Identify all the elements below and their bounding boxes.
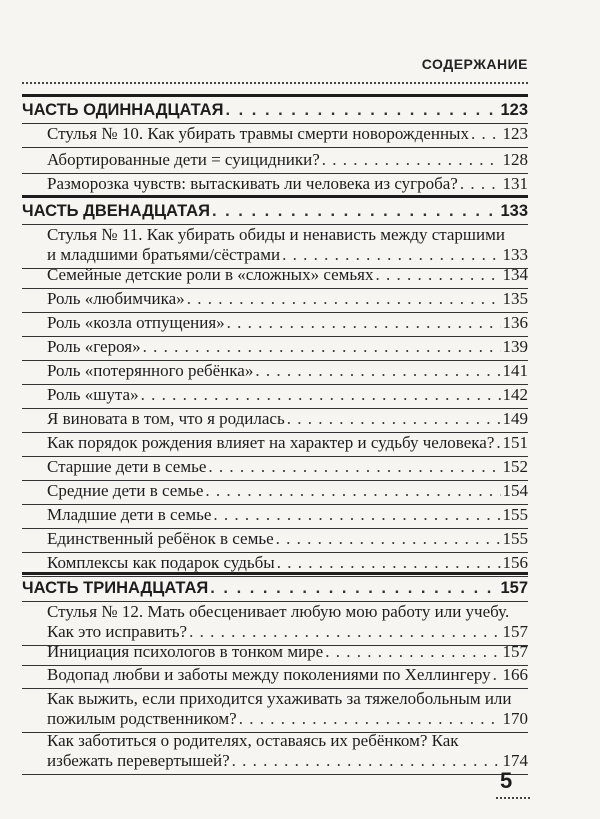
toc-page-number: 131 xyxy=(502,174,528,193)
toc-page-number: 166 xyxy=(502,665,528,684)
toc-page-number: 136 xyxy=(502,313,528,332)
toc-leader-dots xyxy=(493,664,501,686)
toc-page-number: 174 xyxy=(502,751,528,770)
toc-leader-dots xyxy=(322,149,501,171)
toc-entry-title: Роль «героя» xyxy=(47,337,141,356)
toc-line xyxy=(47,480,528,502)
toc-leader-dots xyxy=(232,750,501,772)
toc-line xyxy=(47,641,528,663)
toc-line xyxy=(47,552,528,574)
toc-entry-title: Семейные детские роли в «сложных» семьях xyxy=(47,265,374,284)
toc-entry-title: Разморозка чувств: вытаскивать ли человека из сугроба? xyxy=(47,174,458,193)
page-number-dots xyxy=(496,797,530,799)
toc-page-number: 141 xyxy=(502,361,528,380)
toc-page-number: 157 xyxy=(500,579,528,597)
toc-page-number: 151 xyxy=(502,433,528,452)
toc-page-number: 157 xyxy=(502,622,528,641)
toc-entry-title: Комплексы как подарок судьбы xyxy=(47,553,275,572)
toc-leader-dots xyxy=(375,264,500,286)
toc-line xyxy=(47,244,528,266)
entry-rule xyxy=(22,774,528,775)
toc-entry-title-line: Стулья № 12. Мать обесценивает любую мою работу или учебу. xyxy=(47,602,510,621)
running-head: СОДЕРЖАНИЕ xyxy=(421,56,528,72)
toc-leader-dots xyxy=(225,99,498,121)
toc-entry-title: Водопад любви и заботы между поколениями по Хеллингеру xyxy=(47,665,491,684)
toc-line xyxy=(47,456,528,478)
toc-line xyxy=(47,360,528,382)
toc-entry-title: Инициация психологов в тонком мире xyxy=(47,642,324,661)
entry-rule xyxy=(22,147,528,148)
toc-leader-dots xyxy=(187,288,501,310)
toc-leader-dots xyxy=(255,360,500,382)
toc-line xyxy=(47,336,528,358)
toc-entry-title: Роль «потерянного ребёнка» xyxy=(47,361,254,380)
toc-line xyxy=(22,200,528,222)
part-rule xyxy=(22,572,528,575)
toc-leader-dots xyxy=(143,336,501,358)
toc-line xyxy=(47,621,528,643)
toc-leader-dots xyxy=(141,384,501,406)
toc-page-number: 134 xyxy=(502,265,528,284)
toc-entry-title: Единственный ребёнок в семье xyxy=(47,529,274,548)
toc-entry-title: Абортированные дети = суицидники? xyxy=(47,150,320,169)
toc-leader-dots xyxy=(287,408,501,430)
toc-page-number: 154 xyxy=(502,481,528,500)
toc-entry-title: избежать перевертышей? xyxy=(47,751,230,770)
toc-leader-dots xyxy=(496,432,500,454)
toc-entry-title: Роль «шута» xyxy=(47,385,139,404)
toc-leader-dots xyxy=(213,504,500,526)
toc-leader-dots xyxy=(210,577,498,599)
toc-leader-dots xyxy=(227,312,501,334)
toc-page-number: 123 xyxy=(500,101,528,119)
toc-leader-dots xyxy=(471,123,501,145)
toc-line xyxy=(47,264,528,286)
toc-page-number: 157 xyxy=(502,642,528,661)
toc-entry-title: Стулья № 10. Как убирать травмы смерти новорожденных xyxy=(47,124,469,143)
page-number: 5 xyxy=(500,768,513,793)
toc-leader-dots xyxy=(282,244,500,266)
toc-leader-dots xyxy=(277,552,501,574)
toc-page-number: 123 xyxy=(502,124,528,143)
toc-entry-title-line: Как выжить, если приходится ухаживать за тяжелобольным или xyxy=(47,689,512,708)
toc-entry-title: Я виновата в том, что я родилась xyxy=(47,409,285,428)
part-rule xyxy=(22,195,528,198)
toc-line xyxy=(47,173,528,195)
toc-entry-title-line: Как заботиться о родителях, оставаясь их ребёнком? Как xyxy=(47,731,459,750)
toc-leader-dots xyxy=(189,621,500,643)
toc-line xyxy=(47,123,528,145)
toc-leader-dots xyxy=(460,173,501,195)
toc-entry-title: Как это исправить? xyxy=(47,622,188,641)
toc-page-number: 152 xyxy=(502,457,528,476)
toc-line xyxy=(47,708,528,730)
toc-leader-dots xyxy=(239,708,501,730)
toc-page-number: 155 xyxy=(502,529,528,548)
toc-line xyxy=(47,384,528,406)
toc-line xyxy=(47,528,528,550)
toc-leader-dots xyxy=(276,528,501,550)
toc-entry-title: ЧАСТЬ ОДИННАДЦАТАЯ xyxy=(22,101,224,119)
part-rule xyxy=(22,94,528,97)
toc-line xyxy=(47,504,528,526)
toc-line xyxy=(47,750,528,772)
toc-line xyxy=(47,312,528,334)
toc-page-number: 133 xyxy=(500,202,528,220)
toc-entry-title: Как порядок рождения влияет на характер и судьбу человека? xyxy=(47,433,495,452)
toc-line xyxy=(47,288,528,310)
toc-entry-title: Роль «козла отпущения» xyxy=(47,313,225,332)
toc-entry-title: пожилым родственником? xyxy=(47,709,237,728)
toc-entry-title: ЧАСТЬ ДВЕНАДЦАТАЯ xyxy=(22,202,210,220)
toc-leader-dots xyxy=(325,641,500,663)
toc-entry-title: Старшие дети в семье xyxy=(47,457,207,476)
toc-entry-title: Младшие дети в семье xyxy=(47,505,212,524)
toc-entry-title: ЧАСТЬ ТРИНАДЦАТАЯ xyxy=(22,579,209,597)
toc-leader-dots xyxy=(212,200,499,222)
toc-entry-title: Роль «любимчика» xyxy=(47,289,185,308)
toc-line xyxy=(47,664,528,686)
toc-page-number: 135 xyxy=(502,289,528,308)
toc-page-number: 142 xyxy=(502,385,528,404)
toc-line xyxy=(22,99,528,121)
toc-page-number: 170 xyxy=(502,709,528,728)
toc-page-number: 156 xyxy=(502,553,528,572)
toc-page-number: 139 xyxy=(502,337,528,356)
toc-line xyxy=(47,432,528,454)
toc-line xyxy=(47,149,528,171)
toc-entry-title: Средние дети в семье xyxy=(47,481,204,500)
toc-entry-title-line: Стулья № 11. Как убирать обиды и ненависть между старшими xyxy=(47,225,505,244)
toc-page-number: 155 xyxy=(502,505,528,524)
toc-entry-title: и младшими братьями/сёстрами xyxy=(47,245,281,264)
toc-line xyxy=(47,408,528,430)
toc-page-number: 128 xyxy=(502,150,528,169)
toc-page-number: 149 xyxy=(502,409,528,428)
toc-leader-dots xyxy=(205,480,500,502)
toc-line xyxy=(22,577,528,599)
toc-page-number: 133 xyxy=(502,245,528,264)
toc-leader-dots xyxy=(208,456,500,478)
